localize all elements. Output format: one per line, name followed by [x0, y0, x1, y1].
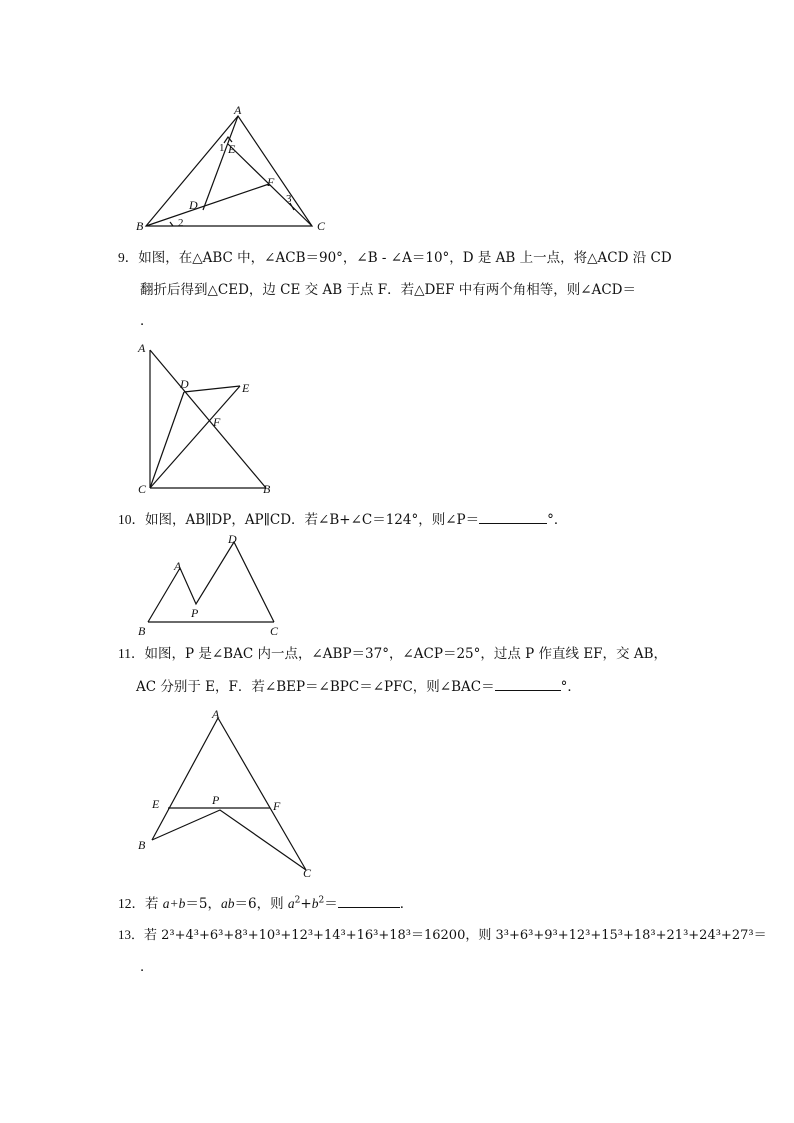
- label-p: P: [191, 606, 199, 620]
- label-e: E: [228, 142, 236, 156]
- segment-cd: [150, 392, 184, 488]
- question-13-end: ．: [140, 959, 154, 975]
- label-f: F: [213, 415, 221, 429]
- zigzag-path: [148, 542, 274, 622]
- question-9-end: [140, 311, 154, 331]
- segment-de: [184, 386, 240, 392]
- label-a: A: [174, 559, 182, 573]
- label-d: D: [189, 198, 198, 212]
- answer-blank-q11[interactable]: [495, 676, 561, 691]
- segment-ce: [150, 386, 240, 488]
- angle-2-mark: [170, 222, 173, 226]
- segment-ac: [218, 718, 306, 870]
- question-9-cont: [140, 280, 636, 300]
- answer-blank-q12[interactable]: [338, 893, 400, 908]
- label-a: A: [234, 103, 242, 117]
- label-f: F: [273, 799, 281, 813]
- triangle-abc: [146, 116, 312, 226]
- label-c: C: [317, 219, 326, 233]
- label-p: P: [212, 793, 220, 807]
- question-9: [118, 248, 672, 268]
- path-bpc: [152, 810, 306, 870]
- label-d: D: [180, 377, 189, 391]
- question-11: 11．如图，P 是∠BAC 内一点，∠ABP＝37°，∠ACP＝25°，过点 P 作直线 EF，交 AB，: [118, 646, 668, 662]
- figure-q8: [130, 100, 340, 240]
- label-d: D: [228, 532, 237, 546]
- label-b: B: [138, 838, 146, 852]
- label-c: C: [303, 866, 312, 880]
- figure-q10: [130, 530, 290, 640]
- label-angle-3: 3: [286, 193, 292, 205]
- figure-q11: [130, 704, 330, 884]
- label-a: A: [212, 707, 220, 721]
- label-f: F: [267, 175, 275, 189]
- question-11-cont: AC 分别于 E，F．若∠BEP＝∠BPC＝∠PFC，则∠BAC＝ °．: [136, 676, 581, 697]
- label-angle-2: 2: [178, 217, 184, 229]
- label-e: E: [152, 797, 160, 811]
- question-10: 10．如图，AB∥DP，AP∥CD．若∠B+∠C＝124°，则∠P＝ °．: [118, 509, 567, 530]
- question-12: 12．若 a+b＝5，ab＝6，则 $a^2+b^2=$ ．: [118, 893, 413, 914]
- label-c: C: [138, 482, 147, 496]
- label-b: B: [138, 624, 146, 638]
- label-a: A: [138, 341, 146, 355]
- segment-ab: [150, 350, 266, 488]
- label-b: B: [136, 219, 144, 233]
- figure-q9: [130, 338, 290, 500]
- label-e: E: [242, 381, 250, 395]
- label-angle-1: 1: [219, 142, 225, 154]
- question-13: 13．若 2³+4³+6³+8³+10³+12³+14³+16³+18³＝16200，则 3³+6³+9³+12³+15³+18³+21³+24³+27³＝: [118, 927, 767, 943]
- question-9-line-3: ．: [140, 313, 154, 329]
- answer-blank-q10[interactable]: [479, 509, 547, 524]
- question-9-line-2: 翻折后得到△CED，边 CE 交 AB 于点 F．若△DEF 中有两个角相等，则∠ACD＝: [140, 282, 636, 298]
- segment-bf: [146, 184, 269, 226]
- segment-ab: [152, 718, 218, 840]
- label-b: B: [263, 482, 271, 496]
- label-c: C: [270, 624, 279, 638]
- question-9-line-1: 9．如图，在△ABC 中，∠ACB＝90°，∠B - ∠A＝10°，D 是 AB 上一点，将△ACD 沿 CD: [118, 250, 672, 266]
